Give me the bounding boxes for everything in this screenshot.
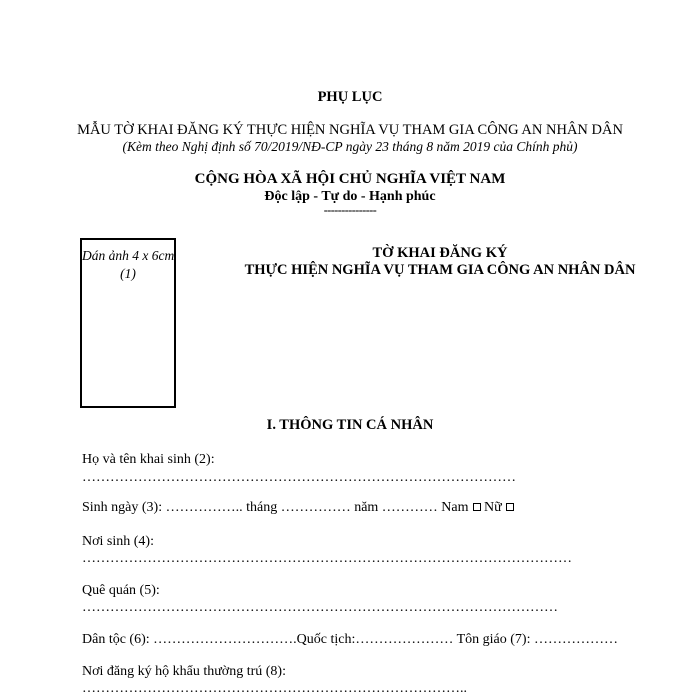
declaration-title-line1: TỜ KHAI ĐĂNG KÝ <box>372 245 508 261</box>
female-checkbox[interactable] <box>506 503 514 511</box>
residence-field[interactable]: ……………………………………………………………………….. <box>82 681 467 696</box>
photo-note-number: (1) <box>120 266 136 281</box>
full-name-field[interactable]: ………………………………………………………………………………… <box>82 470 516 485</box>
section-personal-info-heading: I. THÔNG TIN CÁ NHÂN <box>266 417 434 433</box>
motto-divider: --------------- <box>323 203 377 217</box>
hometown-label: Quê quán (5): <box>82 583 160 598</box>
form-title: MẪU TỜ KHAI ĐĂNG KÝ THỰC HIỆN NGHĨA VỤ THAM GIA CÔNG AN NHÂN DÂN <box>77 122 623 138</box>
birthplace-label: Nơi sinh (4): <box>82 534 154 549</box>
photo-size-label: Dán ảnh 4 x 6cm <box>82 248 175 263</box>
declaration-title-line2: THỰC HIỆN NGHĨA VỤ THAM GIA CÔNG AN NHÂN DÂN <box>244 262 636 278</box>
date-of-birth-row <box>82 500 514 516</box>
ethnic-nationality-religion-row[interactable]: Dân tộc (6): ………………………….Quốc tịch:………………… Tôn giáo (7): ……………… <box>82 632 618 647</box>
national-motto: Độc lập - Tự do - Hạnh phúc <box>264 189 436 204</box>
appendix-heading: PHỤ LỤC <box>317 89 383 105</box>
male-checkbox[interactable] <box>473 503 481 511</box>
birthplace-field[interactable]: …………………………………………………………………………………………… <box>82 551 572 566</box>
dob-line: Sinh ngày (3): …………….. tháng …………… năm ………… Nam <box>82 500 469 515</box>
full-name-label: Họ và tên khai sinh (2): <box>82 452 215 467</box>
hometown-field[interactable]: ………………………………………………………………………………………… <box>82 600 558 615</box>
residence-label: Nơi đăng ký hộ khẩu thường trú (8): <box>82 664 286 679</box>
nation-title: CỘNG HÒA XÃ HỘI CHỦ NGHĨA VIỆT NAM <box>194 171 506 187</box>
photo-placeholder-box <box>80 238 176 408</box>
decree-note: (Kèm theo Nghị định số 70/2019/NĐ-CP ngày 23 tháng 8 năm 2019 của Chính phủ) <box>122 139 578 154</box>
female-label: Nữ <box>484 500 502 515</box>
